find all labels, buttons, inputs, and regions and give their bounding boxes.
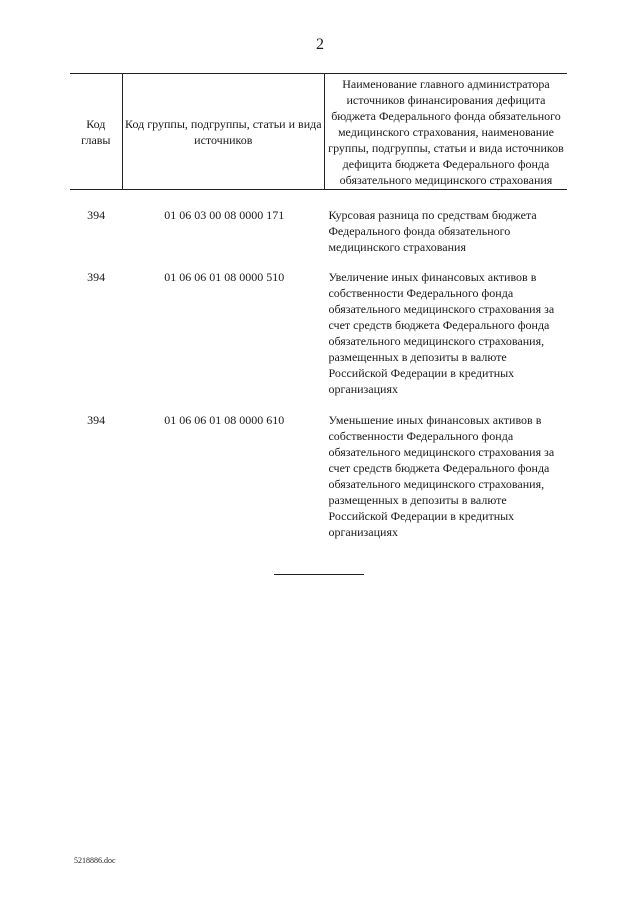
source-name-cell: Курсовая разница по средствам бюджета Федерального фонда обязательного медицинского страхования — [328, 208, 537, 254]
footer-filename: 5218886.doc — [74, 856, 116, 865]
table-header-row — [70, 74, 567, 190]
table-row — [70, 397, 567, 540]
chapter-code-cell: 394 — [87, 270, 106, 284]
chapter-code-cell: 394 — [87, 208, 106, 222]
group-code-cell: 01 06 06 01 08 0000 610 — [164, 413, 285, 427]
table-header — [70, 74, 567, 190]
header-administrator-name: Наименование главного администратора источников финансирования дефицита бюджета Федерального фонда обязательного медицинского страхования, наименование группы, подгруппы, статьи и вида источников дефицита бюджета Федерального фонда обязательного медицинского страхования — [324, 74, 567, 190]
group-code-cell: 01 06 06 01 08 0000 510 — [164, 270, 285, 284]
table-row — [70, 190, 567, 256]
end-of-document-rule — [274, 574, 364, 575]
page-number: 2 — [316, 36, 324, 53]
source-name-cell: Увеличение иных финансовых активов в собственности Федерального фонда обязательного медицинского страхования за счет средств бюджета Федерального фонда обязательного медицинского страхования, размещенных в депозиты в валюте Российской Федерации в кредитных организациях — [328, 270, 555, 396]
table-body — [70, 190, 567, 541]
group-code-cell: 01 06 03 00 08 0000 171 — [164, 208, 285, 222]
header-group-code: Код группы, подгруппы, статьи и вида источников — [122, 74, 324, 190]
header-chapter-code: Код главы — [70, 74, 122, 190]
chapter-code-cell: 394 — [87, 413, 106, 427]
sources-table — [70, 73, 567, 540]
table-row — [70, 255, 567, 397]
source-name-cell: Уменьшение иных финансовых активов в собственности Федерального фонда обязательного медицинского страхования за счет средств бюджета Федерального фонда обязательного медицинского страхования, размещенных в депозиты в валюте Российской Федерации в кредитных организациях — [328, 413, 555, 539]
